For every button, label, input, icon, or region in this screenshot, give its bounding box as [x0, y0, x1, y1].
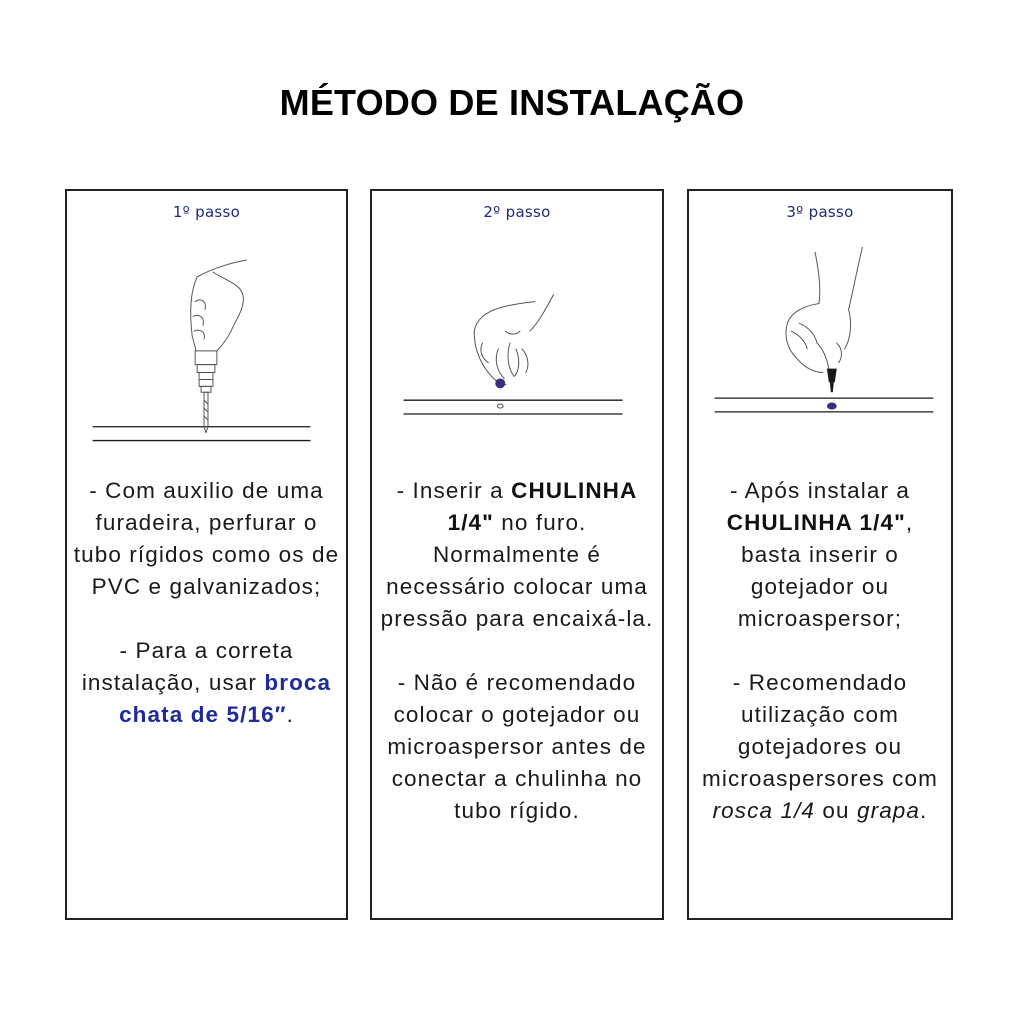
step-2-text: [378, 475, 656, 827]
step-1-text: [73, 475, 340, 731]
step-label-2: 2º passo: [483, 203, 551, 221]
step-label-3: 3º passo: [786, 203, 854, 221]
drill-bit-highlight: broca chata de 5/16″: [119, 670, 332, 727]
step-label-1: 1º passo: [172, 203, 241, 221]
grommet-name: CHULINHA 1/4": [726, 510, 906, 535]
grommet-name: CHULINHA 1/4": [447, 478, 638, 535]
step-card-3: [687, 189, 953, 920]
step-2-paragraph-2: - Não é recomendado colocar o gotejador ou microaspersor antes de conectar a chulinha no tubo rígido.: [387, 670, 647, 823]
insert-grommet-icon: [372, 231, 662, 451]
insert-dripper-icon: [689, 231, 951, 451]
step-3-paragraph-2: - Recomendado utilização com gotejadores ou microaspersores com rosca 1/4 ou grapa.: [702, 670, 938, 823]
step-card-2: [370, 189, 664, 920]
step-card-1: [65, 189, 348, 920]
step-1-paragraph-1: - Com auxilio de uma furadeira, perfurar o tubo rígidos como os de PVC e galvanizados;: [73, 478, 340, 599]
thread-type-2: grapa: [856, 798, 921, 823]
thread-type-1: rosca 1/4: [712, 798, 816, 823]
step-2-paragraph-1: - Inserir a CHULINHA 1/4" no furo. Normalmente é necessário colocar uma pressão para encaixá-la.: [380, 478, 654, 631]
step-1-paragraph-2: - Para a correta instalação, usar broca chata de 5/16″.: [81, 638, 332, 727]
drill-into-pipe-icon: [67, 231, 346, 451]
page-title: MÉTODO DE INSTALAÇÃO: [279, 82, 745, 123]
step-3-paragraph-1: - Após instalar a CHULINHA 1/4", basta inserir o gotejador ou microaspersor;: [726, 478, 914, 631]
step-3-text: [695, 475, 945, 827]
